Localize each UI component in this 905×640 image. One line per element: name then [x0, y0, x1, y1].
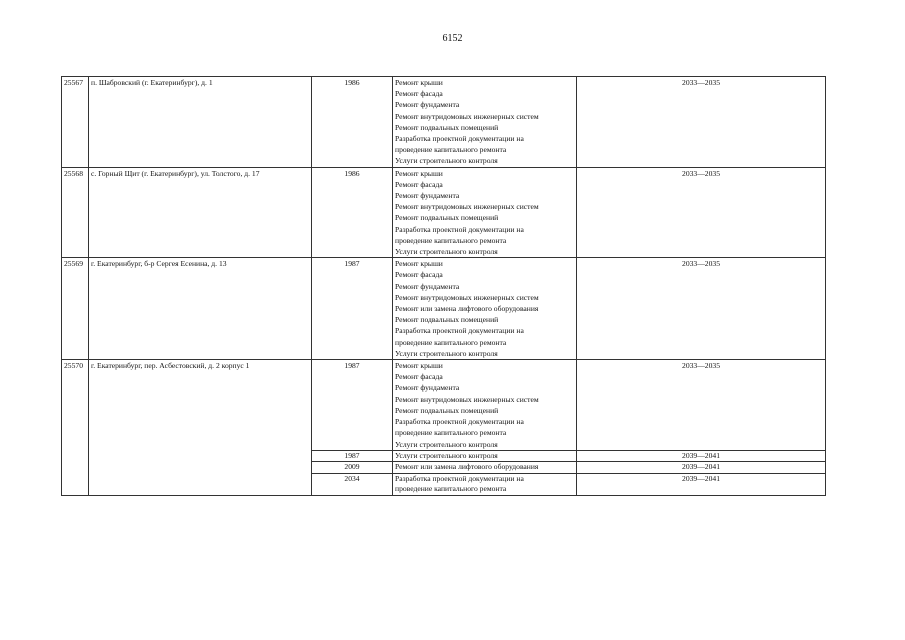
row-number: 25570 [62, 360, 89, 496]
work-item: Ремонт подвальных помещений [395, 213, 499, 223]
work-item: Разработка проектной документации на [395, 417, 524, 427]
row-year: 1987 [312, 360, 393, 451]
work-item: Ремонт подвальных помещений [395, 122, 499, 132]
row-year: 1986 [312, 167, 393, 258]
work-item: Ремонт фасада [395, 372, 443, 382]
row-number: 25567 [62, 77, 89, 168]
work-item: Услуги строительного контроля [395, 156, 498, 166]
work-item: Ремонт крыши [395, 78, 443, 87]
work-item: Ремонт или замена лифтового оборудования [395, 304, 539, 314]
table-row [62, 258, 826, 360]
table-row [62, 360, 826, 451]
table-row [62, 167, 826, 258]
work-item: Ремонт фундамента [395, 100, 460, 110]
work-item: Ремонт внутридомовых инженерных систем [395, 202, 539, 212]
work-item: Услуги строительного контроля [395, 450, 498, 460]
row-address: п. Шабровский (г. Екатеринбург), д. 1 [89, 77, 312, 168]
sub-row-period: 2039—2041 [577, 462, 826, 474]
row-works [393, 167, 577, 258]
row-address: г. Екатеринбург, б-р Сергея Есенина, д. 13 [89, 258, 312, 360]
sub-row-works [393, 450, 577, 462]
work-item: Ремонт или замена лифтового оборудования [395, 462, 539, 472]
row-number: 25568 [62, 167, 89, 258]
row-works [393, 258, 577, 360]
work-item: Ремонт внутридомовых инженерных систем [395, 292, 539, 302]
row-number: 25569 [62, 258, 89, 360]
work-item: проведение капитального ремонта [395, 484, 507, 494]
sub-row-year: 2009 [312, 462, 393, 474]
work-item: проведение капитального ремонта [395, 235, 507, 245]
work-item: Ремонт крыши [395, 259, 443, 269]
work-item: Ремонт фундамента [395, 383, 460, 393]
work-item: Услуги строительного контроля [395, 348, 498, 358]
row-year: 1986 [312, 77, 393, 168]
work-item: Ремонт фасада [395, 179, 443, 189]
work-item: Ремонт подвальных помещений [395, 315, 499, 325]
row-works [393, 77, 577, 168]
row-period: 2033—2035 [577, 258, 826, 360]
page-number: 6152 [442, 33, 463, 44]
work-item: Ремонт подвальных помещений [395, 405, 499, 415]
work-item: Ремонт внутридомовых инженерных систем [395, 111, 539, 121]
work-item: Ремонт внутридомовых инженерных систем [395, 394, 539, 404]
sub-row-works [393, 473, 577, 495]
sub-row-works [393, 462, 577, 474]
sub-row-year: 2034 [312, 473, 393, 495]
row-period: 2033—2035 [577, 167, 826, 258]
row-period: 2033—2035 [577, 360, 826, 451]
work-item: Ремонт фундамента [395, 281, 460, 291]
row-address: г. Екатеринбург, пер. Асбестовский, д. 2 корпус 1 [89, 360, 312, 496]
work-item: проведение капитального ремонта [395, 428, 507, 438]
work-item: Ремонт крыши [395, 168, 443, 178]
capital-repair-table [61, 76, 826, 496]
work-item: Разработка проектной документации на [395, 224, 524, 234]
sub-row-period: 2039—2041 [577, 450, 826, 462]
work-item: Ремонт фундамента [395, 191, 460, 201]
table-row [62, 77, 826, 168]
work-item: Разработка проектной документации на [395, 326, 524, 336]
work-item: Услуги строительного контроля [395, 247, 498, 257]
work-item: Ремонт фасада [395, 270, 443, 280]
work-item: проведение капитального ремонта [395, 337, 507, 347]
sub-row-period: 2039—2041 [577, 473, 826, 495]
work-item: Ремонт крыши [395, 361, 443, 371]
work-item: Разработка проектной документации на [395, 134, 524, 144]
row-period: 2033—2035 [577, 77, 826, 168]
row-works [393, 360, 577, 451]
sub-row-year: 1987 [312, 450, 393, 462]
row-address: с. Горный Щит (г. Екатеринбург), ул. Толстого, д. 17 [89, 167, 312, 258]
work-item: Услуги строительного контроля [395, 439, 498, 449]
row-year: 1987 [312, 258, 393, 360]
work-item: Ремонт фасада [395, 89, 443, 99]
work-item: проведение капитального ремонта [395, 145, 507, 155]
work-item: Разработка проектной документации на [395, 473, 524, 483]
